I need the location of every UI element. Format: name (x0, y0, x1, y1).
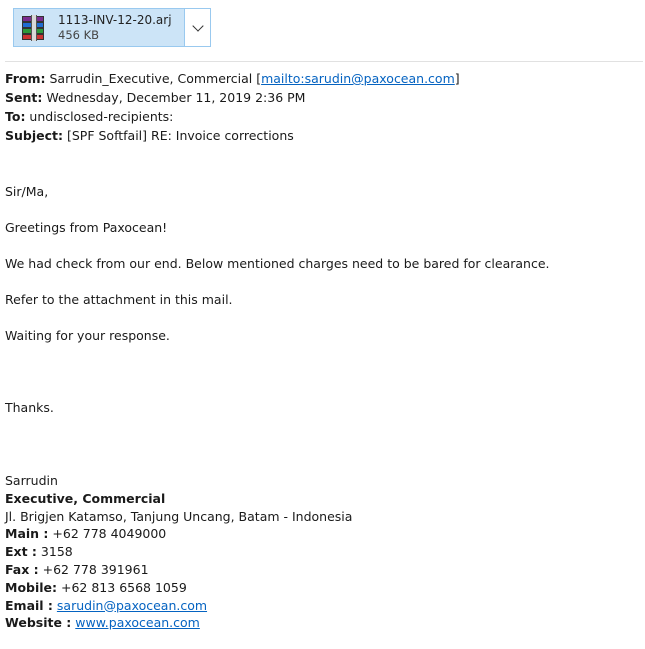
chevron-down-icon (192, 20, 203, 31)
attachment-open-area[interactable] (14, 9, 184, 46)
fax-value: +62 778 391961 (38, 561, 149, 577)
from-label: From: (5, 71, 46, 86)
from-name: Sarrudin_Executive, Commercial [ (49, 71, 262, 86)
mobile-label: Mobile: (5, 579, 58, 595)
signature (5, 472, 352, 632)
signature-name: Sarrudin (5, 473, 58, 488)
attachment-name: 1113-INV-12-20.arj (58, 12, 172, 27)
subject-value: [SPF Softfail] RE: Invoice corrections (63, 128, 294, 143)
body-line-2: Refer to the attachment in this mail. (5, 292, 233, 307)
body-line-3: Waiting for your response. (5, 328, 170, 343)
sent-value: Wednesday, December 11, 2019 2:36 PM (42, 90, 306, 105)
attachment-size: 456 KB (58, 27, 100, 42)
thanks: Thanks. (5, 400, 54, 415)
attachment-card[interactable] (13, 8, 211, 47)
from-line: From: Sarrudin_Executive, Commercial [mailto:sarudin@paxocean.com] (5, 71, 460, 86)
ext-label: Ext : (5, 544, 37, 560)
sent-label: Sent: (5, 90, 43, 105)
email-label: Email : (5, 597, 53, 613)
website-label: Website : (5, 615, 72, 631)
signature-address: Jl. Brigjen Katamso, Tanjung Uncang, Batam - Indonesia (5, 508, 353, 524)
subject-line (5, 126, 460, 145)
subject-label: Subject: (5, 128, 63, 143)
header-divider (5, 61, 643, 62)
ext-value: 3158 (36, 544, 73, 560)
main-value: +62 778 4049000 (48, 526, 167, 542)
to-line (5, 107, 460, 126)
salutation: Sir/Ma, (5, 184, 49, 199)
greeting: Greetings from Paxocean! (5, 220, 168, 235)
from-email-link[interactable]: mailto:sarudin@paxocean.com (261, 71, 455, 86)
archive-icon (20, 14, 50, 42)
signature-title: Executive, Commercial (5, 490, 166, 506)
fax-label: Fax : (5, 561, 39, 577)
sent-line (5, 88, 460, 107)
to-value: undisclosed-recipients: (25, 109, 174, 124)
attachment-dropdown-button[interactable] (184, 9, 210, 46)
main-label: Main : (5, 526, 49, 542)
email-header (5, 69, 460, 145)
body-line-1: We had check from our end. Below mentioned charges need to be bared for clearance. (5, 256, 550, 271)
to-label: To: (5, 109, 26, 124)
signature-website-link[interactable]: www.paxocean.com (75, 615, 200, 631)
mobile-value: +62 813 6568 1059 (57, 579, 187, 595)
email-body (5, 183, 550, 417)
signature-email-link[interactable]: sarudin@paxocean.com (56, 597, 208, 613)
